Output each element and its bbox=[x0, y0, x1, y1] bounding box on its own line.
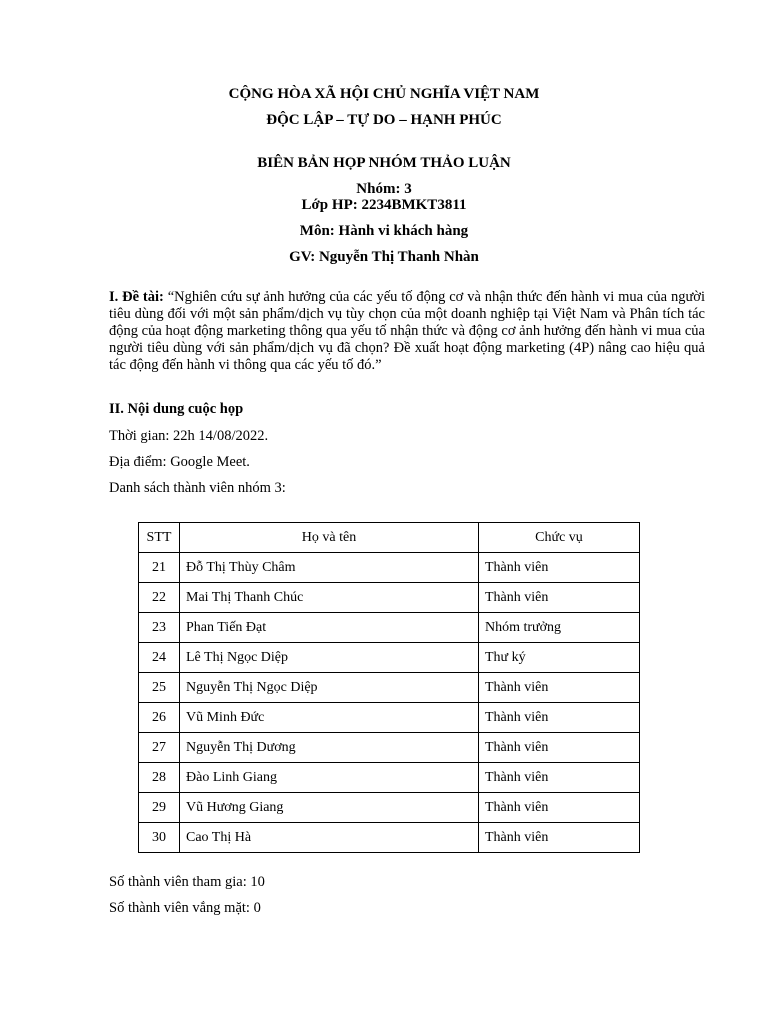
teacher-label: GV: Nguyễn Thị Thanh Nhàn bbox=[289, 249, 479, 265]
row-role: Thành viên bbox=[479, 733, 640, 763]
class-code: Lớp HP: 2234BMKT3811 bbox=[301, 197, 467, 213]
row-name: Nguyễn Thị Dương bbox=[180, 733, 479, 763]
meeting-time: Thời gian: 22h 14/08/2022. bbox=[109, 428, 269, 444]
row-role: Thành viên bbox=[479, 553, 640, 583]
document-title: BIÊN BẢN HỌP NHÓM THẢO LUẬN bbox=[257, 155, 511, 171]
topic-label: I. Đề tài: bbox=[109, 289, 164, 305]
row-name: Cao Thị Hà bbox=[180, 823, 479, 853]
row-stt: 24 bbox=[139, 643, 180, 673]
topic-text: “Nghiên cứu sự ảnh hưởng của các yếu tố động cơ và nhận thức đến hành vi mua của người tiêu dùng đối với một sản phẩm/dịch vụ tùy chọn của một doanh nghiệp tại Việt Nam và Phân tích tác động của hoạt động marketing thông qua yếu tố nhận thức và động cơ ảnh hưởng đến hành vi mua của người tiêu dùng với sản phẩm/dịch vụ đã chọn? Đề xuất hoạt động marketing (4P) nâng cao hiệu quả tác động đến hành vi thông qua các yếu tố đó.” bbox=[109, 289, 705, 373]
row-role: Thành viên bbox=[479, 763, 640, 793]
header-stt: STT bbox=[139, 523, 180, 553]
row-stt: 21 bbox=[139, 553, 180, 583]
table-row bbox=[139, 583, 640, 613]
row-stt: 23 bbox=[139, 613, 180, 643]
row-role: Thư ký bbox=[479, 643, 640, 673]
table-row bbox=[139, 823, 640, 853]
header-role: Chức vụ bbox=[479, 523, 640, 553]
group-label: Nhóm: 3 bbox=[356, 181, 412, 197]
meeting-place: Địa điểm: Google Meet. bbox=[109, 454, 250, 470]
row-stt: 22 bbox=[139, 583, 180, 613]
table-row bbox=[139, 673, 640, 703]
row-name: Phan Tiến Đạt bbox=[180, 613, 479, 643]
table-row bbox=[139, 643, 640, 673]
row-role: Thành viên bbox=[479, 823, 640, 853]
attendance-present: Số thành viên tham gia: 10 bbox=[109, 874, 265, 890]
row-name: Vũ Minh Đức bbox=[180, 703, 479, 733]
row-role: Nhóm trưởng bbox=[479, 613, 640, 643]
table-header-row bbox=[139, 523, 640, 553]
country-heading: CỘNG HÒA XÃ HỘI CHỦ NGHĨA VIỆT NAM bbox=[228, 86, 540, 102]
row-name: Vũ Hương Giang bbox=[180, 793, 479, 823]
member-table bbox=[138, 522, 640, 853]
row-name: Mai Thị Thanh Chúc bbox=[180, 583, 479, 613]
row-stt: 29 bbox=[139, 793, 180, 823]
row-stt: 30 bbox=[139, 823, 180, 853]
row-stt: 26 bbox=[139, 703, 180, 733]
row-name: Lê Thị Ngọc Diệp bbox=[180, 643, 479, 673]
row-stt: 25 bbox=[139, 673, 180, 703]
row-role: Thành viên bbox=[479, 583, 640, 613]
table-row bbox=[139, 703, 640, 733]
motto-heading: ĐỘC LẬP – TỰ DO – HẠNH PHÚC bbox=[266, 112, 502, 128]
meeting-section-title: II. Nội dung cuộc họp bbox=[109, 401, 244, 417]
row-name: Nguyễn Thị Ngọc Diệp bbox=[180, 673, 479, 703]
topic-paragraph bbox=[109, 289, 705, 374]
table-row bbox=[139, 613, 640, 643]
attendance-absent: Số thành viên vắng mặt: 0 bbox=[109, 900, 261, 916]
row-role: Thành viên bbox=[479, 703, 640, 733]
row-stt: 28 bbox=[139, 763, 180, 793]
subject-label: Môn: Hành vi khách hàng bbox=[299, 223, 469, 239]
table-row bbox=[139, 763, 640, 793]
table-row bbox=[139, 733, 640, 763]
row-role: Thành viên bbox=[479, 673, 640, 703]
row-role: Thành viên bbox=[479, 793, 640, 823]
header-name: Họ và tên bbox=[180, 523, 479, 553]
table-row bbox=[139, 793, 640, 823]
member-list-label: Danh sách thành viên nhóm 3: bbox=[109, 480, 286, 496]
row-name: Đào Linh Giang bbox=[180, 763, 479, 793]
row-name: Đỗ Thị Thùy Châm bbox=[180, 553, 479, 583]
row-stt: 27 bbox=[139, 733, 180, 763]
table-row bbox=[139, 553, 640, 583]
